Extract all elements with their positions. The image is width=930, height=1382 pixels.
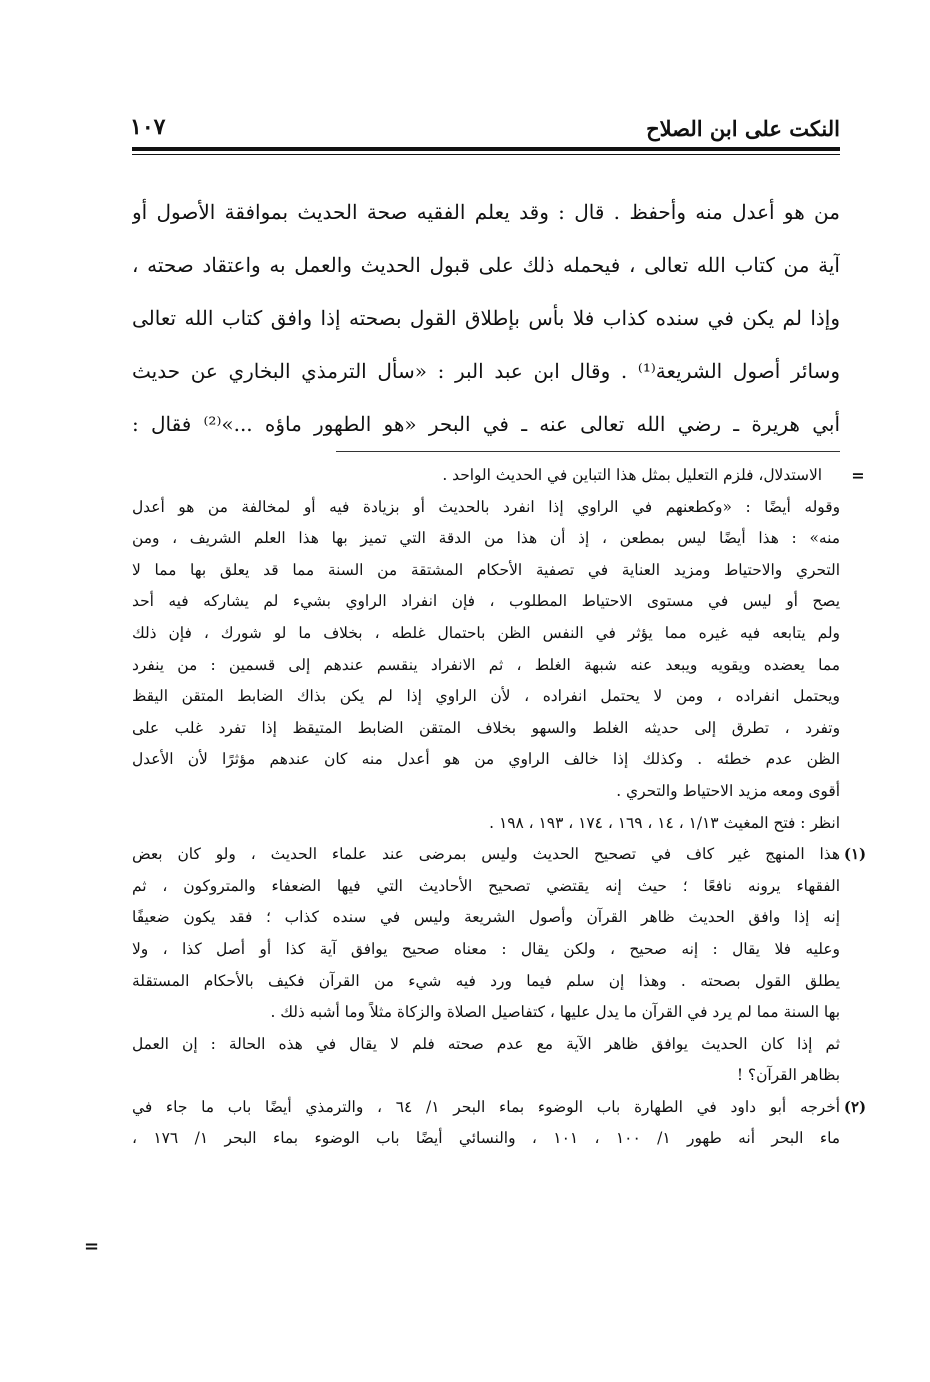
footnote-line: هذا المنهج غير كاف في تصحيح الحديث وليس بمرضى عند علماء الحديث ، ولو كان بعض <box>132 845 840 864</box>
footnote-line: الفقهاء يرونه نافعًا ؛ حيث إنه يقتضي تصحيح الأحاديث التي فيها الضعفاء والمتروكون ، ثم <box>132 876 840 895</box>
footnote-line: الاستدلال، فلزم التعليل بمثل هذا التباين في الحديث الواحد . <box>442 466 822 484</box>
footnote-line: منه» : هذا أيضًا ليس بمطعن ، إذ أن هذا من الدقة التي تميز بها هذا العلم الشريف ، ومن <box>132 529 840 548</box>
continues-marker: = <box>84 1236 100 1257</box>
footnote-line: يصح أو ليس في مستوى الاحتياط المطلوب ، فإن انفراد الراوي بشيء لم يشاركه فيه أحد <box>132 592 840 611</box>
footnote-2 <box>132 1092 867 1155</box>
main-text-body <box>132 186 840 451</box>
page-header <box>130 112 840 152</box>
running-title: النكت على ابن الصلاح <box>646 116 840 141</box>
main-text-line: من هو أعدل منه وأحفظ . قال : وقد يعلم الفقيه صحة الحديث بموافقة الأصول أو <box>132 200 840 224</box>
footnote-continuation <box>132 460 865 839</box>
footnote-line: وقوله أيضًا : «وكطعنهم في الراوي إذا انفرد بالحديث أو بزيادة فيه أو لمخالفة من هو أعدل <box>132 497 840 516</box>
footnote-line: انظر : فتح المغيث ١/١٣ ، ١٤ ، ١٦٩ ، ١٧٤ ، ١٩٣ ، ١٩٨ . <box>489 813 840 832</box>
main-text-line: وإذا لم يكن في سنده كذاب فلا بأس بإطلاق القول بصحته إذا وافق كتاب الله تعالى <box>132 306 840 330</box>
footnote-line: ولم يتابعه فيه غيره مما يؤثر في النفس الظن باحتمال غلطه ، بخلاف ما لو شورك ، فإن ذلك <box>132 623 840 642</box>
footnote-marker: (٢) <box>843 1097 867 1116</box>
footnote-line: ويحتمل انفراده ، ومن لا يحتمل انفراده ، لأن الراوي إذا لم يكن بذاك الضابط المتقن اليقظ <box>132 687 840 706</box>
footnote-line: يطلق القول بصحته . وهذا إن سلم فيما ورد فيه شيء من القرآن فكيف بالأحكام المستقلة <box>132 971 840 990</box>
footnote-line: مما يعضده ويقويه ويبعد عنه شبهة الغلط ، ثم الانفراد ينقسم عندهم إلى قسمين : من ينفرد <box>132 655 840 674</box>
footnote-line: بظاهر القرآن؟ ! <box>736 1066 840 1085</box>
footnote-1 <box>132 839 867 1092</box>
footnote-line: الظن عدم خطئه . وكذلك إذا خالف الراوي من هو أعدل منه كان عندهم مؤثرًا لأن الأعدل <box>132 750 840 769</box>
footnote-separator <box>336 451 840 452</box>
footnote-marker: (١) <box>843 845 867 864</box>
footnote-line: التحري والاحتياط ومزيد العناية في تصفية الأحكام المشتقة من السنة مما قد يعلق بها مما لا <box>132 560 840 579</box>
footnote-line: بها السنة مما لم يرد في القرآن ما يدل عليها ، كتفاصيل الصلاة والزكاة مثلاً وما أشبه ذلك . <box>270 1003 840 1022</box>
main-text-line: آية من كتاب الله تعالى ، فيحمله ذلك على قبول الحديث والعمل به واعتقاد صحته ، <box>132 253 840 277</box>
main-text-line: أبي هريرة ـ رضي الله تعالى عنه ـ في البحر «هو الطهور ماؤه ...»⁽²⁾ فقال : <box>132 412 840 436</box>
footnote-line: إنه إذا وافق الحديث ظاهر القرآن وأصول الشريعة وليس في سنده كذاب ؛ فقد يكون ضعيفًا <box>132 908 840 927</box>
footnotes <box>132 460 867 1155</box>
footnote-line: ماء البحر أنه طهور ١/ ١٠٠ ، ١٠١ ، والنسائي أيضًا باب الوضوء بماء البحر ١/ ١٧٦ ، <box>132 1129 840 1148</box>
header-rule-thin <box>132 154 840 155</box>
page-number: ١٠٧ <box>130 114 166 140</box>
footnote-line: ثم إذا كان الحديث يوافق ظاهر الآية مع عدم صحته فلم لا يقال في هذه الحالة : إن العمل <box>132 1034 840 1053</box>
footnote-line: أقوى ومعه مزيد الاحتياط والتحري . <box>616 781 840 800</box>
footnote-line: أخرجه أبو داود في الطهارة باب الوضوء بماء البحر ١/ ٦٤ ، والترمذي أيضًا باب ما جاء في <box>132 1097 840 1116</box>
main-text-line: وسائر أصول الشريعة⁽¹⁾ . وقال ابن عبد البر : «سأل الترمذي البخاري عن حديث <box>132 359 840 383</box>
header-rule-thick <box>132 147 840 151</box>
footnote-line: وعليه فلا يقال : إنه صحيح ، ولكن يقال : معناه صحيح يوافق آية كذا أو أصل كذا ، ولا <box>132 939 840 958</box>
continuation-marker: = <box>851 466 865 485</box>
footnote-line: وتفرد ، تطرق إلى حديثه الغلط والسهو بخلاف المتقن الضابط المتيقظ إذا تفرد غلب على <box>132 718 840 737</box>
